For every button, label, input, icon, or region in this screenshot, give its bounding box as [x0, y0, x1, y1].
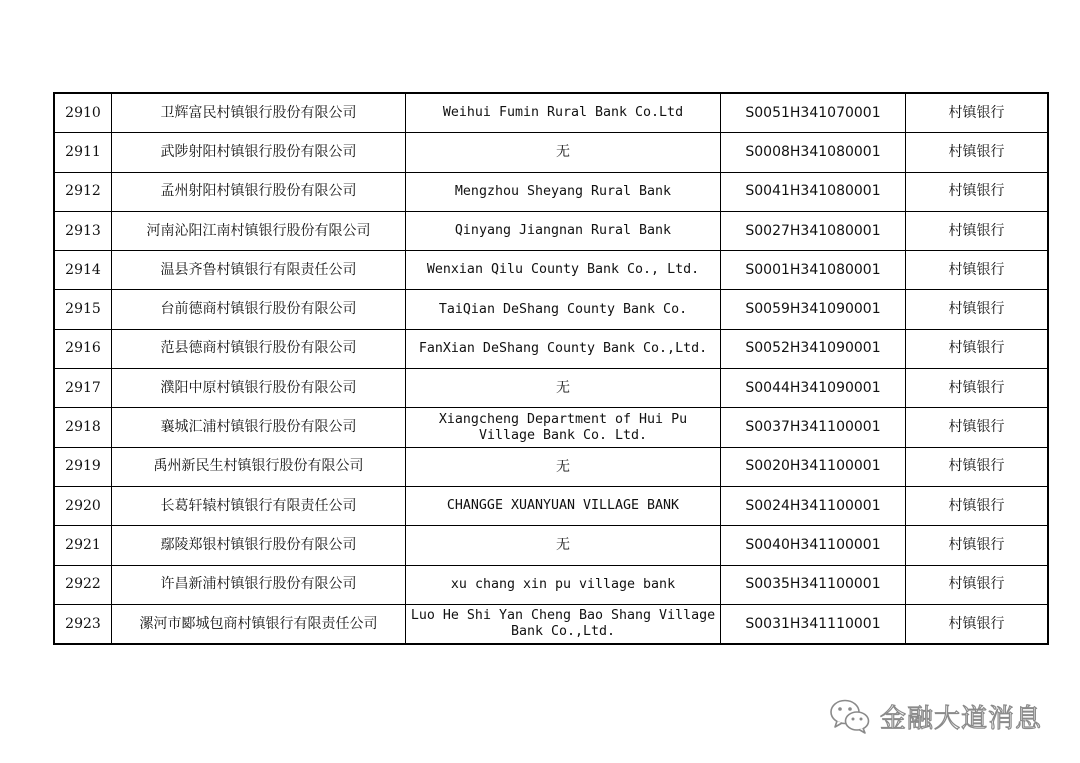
table-row — [54, 486, 1048, 525]
table-row — [54, 251, 1048, 290]
institution-code-cell: S0008H341080001 — [721, 133, 906, 172]
table-row — [54, 369, 1048, 408]
institution-code-cell: S0041H341080001 — [721, 172, 906, 211]
table-row — [54, 565, 1048, 604]
row-number-cell: 2913 — [54, 211, 112, 250]
bank-list-table-container — [53, 92, 1027, 645]
table-row — [54, 447, 1048, 486]
row-number-cell: 2921 — [54, 526, 112, 565]
institution-code-cell: S0027H341080001 — [721, 211, 906, 250]
chinese-name-cell: 范县德商村镇银行股份有限公司 — [112, 329, 406, 368]
row-number-cell: 2919 — [54, 447, 112, 486]
bank-list-table — [53, 92, 1049, 645]
wechat-icon — [828, 696, 872, 736]
table-row — [54, 290, 1048, 329]
institution-type-cell: 村镇银行 — [906, 329, 1049, 368]
chinese-name-cell: 襄城汇浦村镇银行股份有限公司 — [112, 408, 406, 447]
row-number-cell: 2923 — [54, 604, 112, 644]
institution-type-cell: 村镇银行 — [906, 526, 1049, 565]
row-number-cell: 2915 — [54, 290, 112, 329]
row-number-cell: 2922 — [54, 565, 112, 604]
chinese-name-cell: 鄢陵郑银村镇银行股份有限公司 — [112, 526, 406, 565]
table-row — [54, 93, 1048, 133]
watermark-text: 金融大道消息 — [880, 703, 1043, 734]
english-name-cell: FanXian DeShang County Bank Co.,Ltd. — [406, 329, 721, 368]
institution-type-cell: 村镇银行 — [906, 486, 1049, 525]
chinese-name-cell: 武陟射阳村镇银行股份有限公司 — [112, 133, 406, 172]
row-number-cell: 2910 — [54, 93, 112, 133]
row-number-cell: 2914 — [54, 251, 112, 290]
watermark — [828, 694, 1042, 738]
english-name-cell: Wenxian Qilu County Bank Co., Ltd. — [406, 251, 721, 290]
institution-type-cell: 村镇银行 — [906, 93, 1049, 133]
table-row — [54, 408, 1048, 447]
chinese-name-cell: 濮阳中原村镇银行股份有限公司 — [112, 369, 406, 408]
institution-type-cell: 村镇银行 — [906, 604, 1049, 644]
english-name-cell: 无 — [406, 447, 721, 486]
chinese-name-cell: 卫辉富民村镇银行股份有限公司 — [112, 93, 406, 133]
bank-list-table-body — [54, 93, 1048, 644]
chinese-name-cell: 漯河市郾城包商村镇银行有限责任公司 — [112, 604, 406, 644]
row-number-cell: 2911 — [54, 133, 112, 172]
table-row — [54, 604, 1048, 644]
chinese-name-cell: 孟州射阳村镇银行股份有限公司 — [112, 172, 406, 211]
chinese-name-cell: 台前德商村镇银行股份有限公司 — [112, 290, 406, 329]
row-number-cell: 2917 — [54, 369, 112, 408]
institution-code-cell: S0051H341070001 — [721, 93, 906, 133]
english-name-cell: Qinyang Jiangnan Rural Bank — [406, 211, 721, 250]
chinese-name-cell: 许昌新浦村镇银行股份有限公司 — [112, 565, 406, 604]
table-row — [54, 329, 1048, 368]
institution-code-cell: S0059H341090001 — [721, 290, 906, 329]
institution-type-cell: 村镇银行 — [906, 369, 1049, 408]
institution-code-cell: S0040H341100001 — [721, 526, 906, 565]
institution-type-cell: 村镇银行 — [906, 447, 1049, 486]
institution-type-cell: 村镇银行 — [906, 290, 1049, 329]
institution-type-cell: 村镇银行 — [906, 251, 1049, 290]
english-name-cell: Weihui Fumin Rural Bank Co.Ltd — [406, 93, 721, 133]
table-row — [54, 133, 1048, 172]
english-name-cell: CHANGGE XUANYUAN VILLAGE BANK — [406, 486, 721, 525]
institution-code-cell: S0024H341100001 — [721, 486, 906, 525]
institution-code-cell: S0037H341100001 — [721, 408, 906, 447]
institution-code-cell: S0035H341100001 — [721, 565, 906, 604]
table-row — [54, 211, 1048, 250]
table-row — [54, 526, 1048, 565]
institution-type-cell: 村镇银行 — [906, 408, 1049, 447]
english-name-cell: Luo He Shi Yan Cheng Bao Shang Village Bank Co.,Ltd. — [406, 604, 721, 644]
english-name-cell: 无 — [406, 369, 721, 408]
institution-type-cell: 村镇银行 — [906, 211, 1049, 250]
chinese-name-cell: 河南沁阳江南村镇银行股份有限公司 — [112, 211, 406, 250]
english-name-cell: xu chang xin pu village bank — [406, 565, 721, 604]
english-name-cell: Mengzhou Sheyang Rural Bank — [406, 172, 721, 211]
row-number-cell: 2912 — [54, 172, 112, 211]
institution-code-cell: S0001H341080001 — [721, 251, 906, 290]
chinese-name-cell: 温县齐鲁村镇银行有限责任公司 — [112, 251, 406, 290]
institution-code-cell: S0052H341090001 — [721, 329, 906, 368]
institution-code-cell: S0031H341110001 — [721, 604, 906, 644]
institution-code-cell: S0044H341090001 — [721, 369, 906, 408]
institution-type-cell: 村镇银行 — [906, 133, 1049, 172]
institution-type-cell: 村镇银行 — [906, 172, 1049, 211]
table-row — [54, 172, 1048, 211]
institution-type-cell: 村镇银行 — [906, 565, 1049, 604]
row-number-cell: 2920 — [54, 486, 112, 525]
english-name-cell: 无 — [406, 133, 721, 172]
english-name-cell: Xiangcheng Department of Hui Pu Village Bank Co. Ltd. — [406, 408, 721, 447]
row-number-cell: 2918 — [54, 408, 112, 447]
chinese-name-cell: 长葛轩辕村镇银行有限责任公司 — [112, 486, 406, 525]
institution-code-cell: S0020H341100001 — [721, 447, 906, 486]
chinese-name-cell: 禹州新民生村镇银行股份有限公司 — [112, 447, 406, 486]
english-name-cell: TaiQian DeShang County Bank Co. — [406, 290, 721, 329]
row-number-cell: 2916 — [54, 329, 112, 368]
english-name-cell: 无 — [406, 526, 721, 565]
